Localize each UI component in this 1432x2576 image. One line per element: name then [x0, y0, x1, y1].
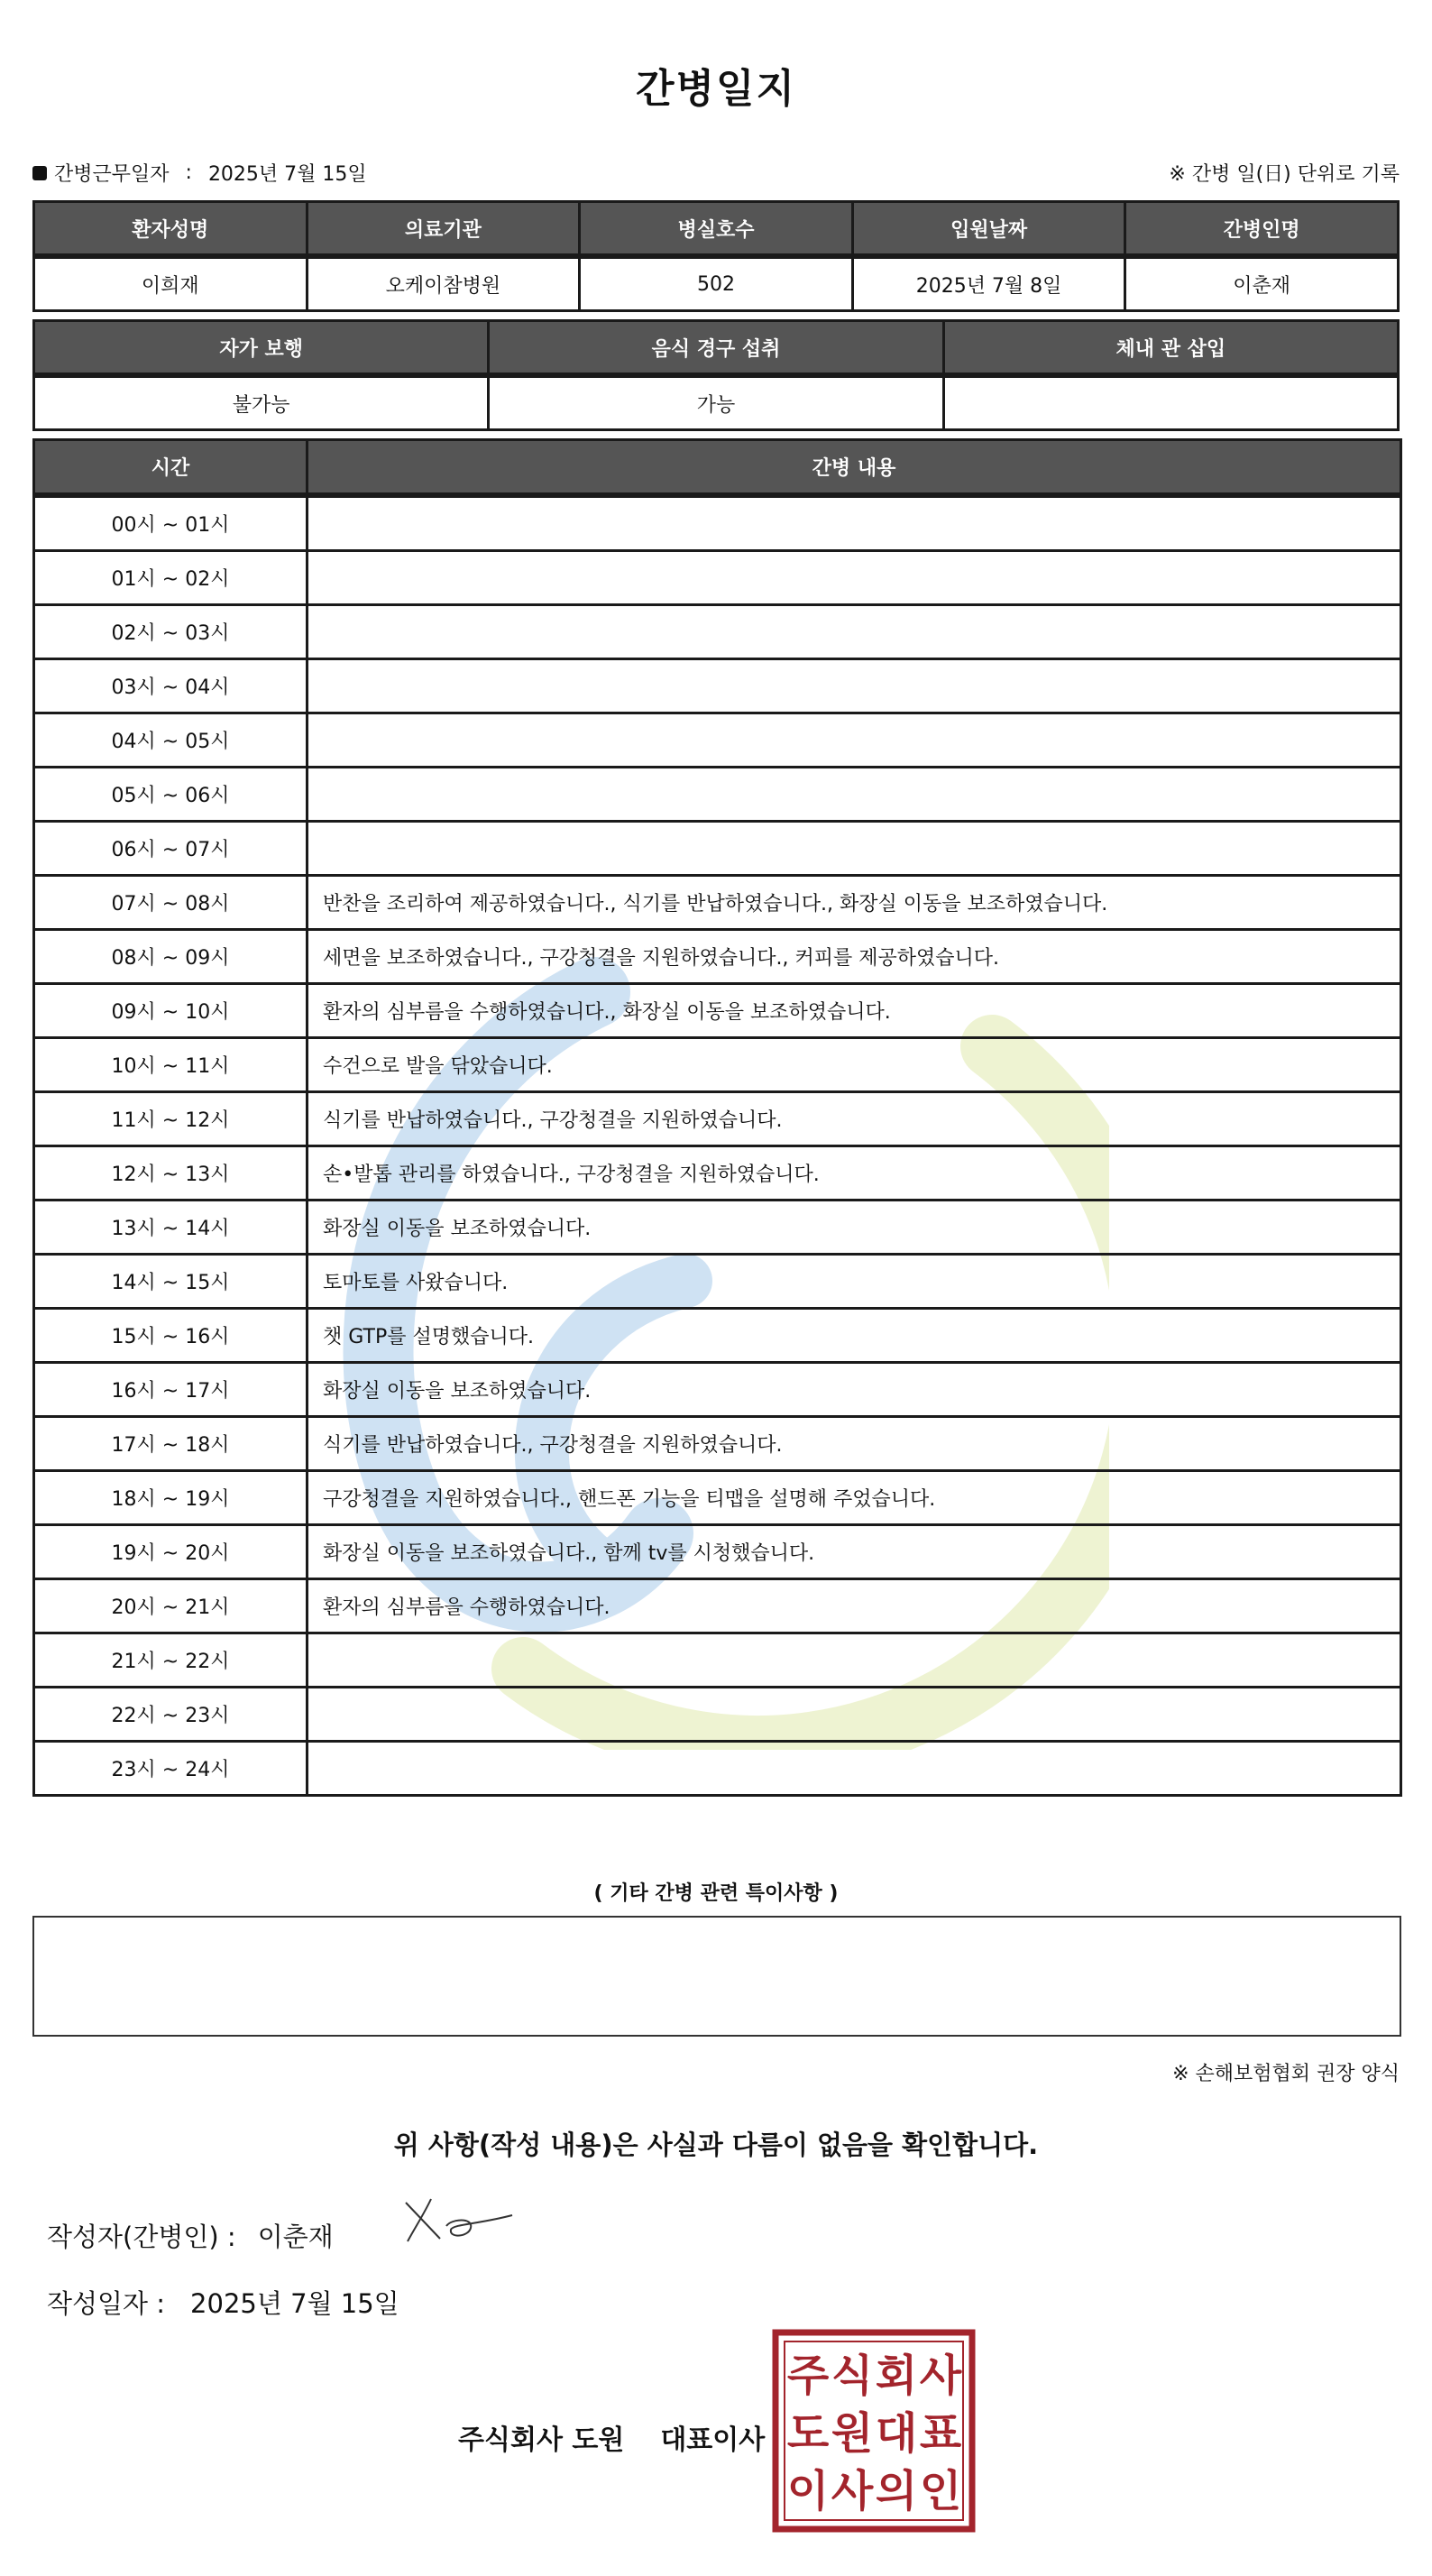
log-content: 환자의 심부름을 수행하였습니다., 화장실 이동을 보조하였습니다. [308, 984, 1401, 1038]
header-admission-date: 입원날짜 [852, 202, 1125, 257]
table-row [34, 495, 1401, 551]
recommended-form-note: ※ 손해보험협회 권장 양식 [1172, 2063, 1400, 2085]
writer-name: 이춘재 [257, 2222, 334, 2252]
log-content: 식기를 반납하였습니다., 구강청결을 지원하였습니다. [308, 1092, 1401, 1146]
work-date-row [32, 159, 1400, 191]
table-row [34, 659, 1401, 713]
log-time: 05시 ~ 06시 [34, 768, 308, 822]
seal-character: 의 [875, 2466, 918, 2516]
log-time: 04시 ~ 05시 [34, 713, 308, 768]
work-date-separator: : [185, 161, 192, 184]
written-date-value: 2025년 7월 15일 [190, 2288, 399, 2319]
log-content: 화장실 이동을 보조하였습니다. [308, 1201, 1401, 1255]
record-unit-note: ※ 간병 일(日) 단위로 기록 [1169, 163, 1400, 186]
hospital-name: 오케이참병원 [307, 256, 580, 311]
seal-character: 표 [919, 2408, 962, 2459]
log-time: 18시 ~ 19시 [34, 1471, 308, 1525]
oral-intake-value: 가능 [489, 375, 943, 430]
seal-character: 주 [786, 2351, 830, 2401]
log-content: 수건으로 발을 닦았습니다. [308, 1038, 1401, 1092]
log-content: 식기를 반납하였습니다., 구강청결을 지원하였습니다. [308, 1417, 1401, 1471]
log-content [308, 1742, 1401, 1796]
log-time: 02시 ~ 03시 [34, 605, 308, 659]
log-content [308, 713, 1401, 768]
room-number: 502 [580, 256, 853, 311]
log-time: 09시 ~ 10시 [34, 984, 308, 1038]
log-content [308, 1688, 1401, 1742]
seal-character: 사 [919, 2351, 962, 2401]
header-patient-name: 환자성명 [34, 202, 308, 257]
table-row [34, 822, 1401, 876]
header-care-content: 간병 내용 [308, 440, 1401, 496]
log-time: 15시 ~ 16시 [34, 1309, 308, 1363]
log-content: 세면을 보조하였습니다., 구강청결을 지원하였습니다., 커피를 제공하였습니다. [308, 930, 1401, 984]
table-row [34, 876, 1401, 930]
log-content: 화장실 이동을 보조하였습니다. [308, 1363, 1401, 1417]
company-signature-row [458, 2417, 765, 2457]
seal-character: 인 [919, 2466, 962, 2516]
work-date-value: 2025년 7월 15일 [207, 163, 367, 186]
header-oral-intake: 음식 경구 섭취 [489, 321, 943, 376]
writer-label: 작성자(간병인) : [47, 2222, 236, 2252]
log-content: 챗 GTP를 설명했습니다. [308, 1309, 1401, 1363]
log-time: 01시 ~ 02시 [34, 551, 308, 605]
seal-character: 대 [875, 2408, 918, 2459]
log-content [308, 605, 1401, 659]
seal-character: 도 [786, 2408, 830, 2459]
tube-insertion-value [943, 375, 1398, 430]
table-row [34, 930, 1401, 984]
log-content [308, 822, 1401, 876]
log-time: 22시 ~ 23시 [34, 1688, 308, 1742]
log-time: 03시 ~ 04시 [34, 659, 308, 713]
table-row [34, 1633, 1401, 1688]
table-row [34, 768, 1401, 822]
log-content: 반찬을 조리하여 제공하였습니다., 식기를 반납하였습니다., 화장실 이동을 보조하였습니다. [308, 876, 1401, 930]
log-content [308, 1633, 1401, 1688]
header-hospital: 의료기관 [307, 202, 580, 257]
patient-status-table [32, 319, 1400, 431]
table-row [34, 551, 1401, 605]
table-row [34, 713, 1401, 768]
table-row [34, 1255, 1401, 1309]
table-row [34, 1579, 1401, 1633]
admission-date: 2025년 7월 8일 [852, 256, 1125, 311]
table-row [34, 1146, 1401, 1201]
header-room-number: 병실호수 [580, 202, 853, 257]
seal-character: 회 [875, 2351, 918, 2401]
patient-name: 이희재 [34, 256, 308, 311]
log-time: 19시 ~ 20시 [34, 1525, 308, 1579]
hourly-care-log-table [32, 438, 1402, 1797]
handwritten-signature-icon [397, 2192, 523, 2255]
table-row [34, 1417, 1401, 1471]
patient-info-table [32, 200, 1400, 312]
table-row [34, 1363, 1401, 1417]
table-row [34, 1688, 1401, 1742]
log-content: 토마토를 사왔습니다. [308, 1255, 1401, 1309]
table-row [34, 984, 1401, 1038]
work-date-label: 간병근무일자 [54, 163, 170, 186]
seal-character: 원 [831, 2408, 874, 2459]
log-time: 12시 ~ 13시 [34, 1146, 308, 1201]
log-time: 10시 ~ 11시 [34, 1038, 308, 1092]
company-seal-icon [772, 2329, 976, 2533]
log-time: 07시 ~ 08시 [34, 876, 308, 930]
writer-row [47, 2217, 334, 2254]
log-time: 20시 ~ 21시 [34, 1579, 308, 1633]
log-time: 23시 ~ 24시 [34, 1742, 308, 1796]
written-date-label: 작성일자 : [47, 2288, 166, 2319]
special-notes-box [32, 1916, 1401, 2037]
table-row [34, 1525, 1401, 1579]
log-content [308, 768, 1401, 822]
caregiver-name: 이춘재 [1125, 256, 1399, 311]
table-row [34, 1471, 1401, 1525]
self-walking-value: 불가능 [34, 375, 489, 430]
log-content: 환자의 심부름을 수행하였습니다. [308, 1579, 1401, 1633]
written-date-row [47, 2284, 399, 2321]
log-time: 11시 ~ 12시 [34, 1092, 308, 1146]
notes-heading: ( 기타 간병 관련 특이사항 ) [593, 1882, 839, 1905]
header-caregiver-name: 간병인명 [1125, 202, 1399, 257]
seal-character: 사 [831, 2466, 874, 2516]
log-content [308, 495, 1401, 551]
header-tube-insertion: 체내 관 삽입 [943, 321, 1398, 376]
square-bullet-icon [32, 166, 47, 180]
log-time: 21시 ~ 22시 [34, 1633, 308, 1688]
document-title: 간병일지 [635, 66, 796, 112]
log-content [308, 551, 1401, 605]
log-content: 구강청결을 지원하였습니다., 핸드폰 기능을 티맵을 설명해 주었습니다. [308, 1471, 1401, 1525]
table-row [34, 605, 1401, 659]
log-time: 08시 ~ 09시 [34, 930, 308, 984]
log-time: 14시 ~ 15시 [34, 1255, 308, 1309]
table-row [34, 1092, 1401, 1146]
log-time: 17시 ~ 18시 [34, 1417, 308, 1471]
table-row [34, 1038, 1401, 1092]
seal-character: 이 [786, 2466, 830, 2516]
header-time: 시간 [34, 440, 308, 496]
header-self-walking: 자가 보행 [34, 321, 489, 376]
log-content: 화장실 이동을 보조하였습니다., 함께 tv를 시청했습니다. [308, 1525, 1401, 1579]
confirmation-statement: 위 사항(작성 내용)은 사실과 다름이 없음을 확인합니다. [393, 2130, 1039, 2160]
log-content: 손•발톱 관리를 하였습니다., 구강청결을 지원하였습니다. [308, 1146, 1401, 1201]
log-time: 00시 ~ 01시 [34, 495, 308, 551]
table-row [34, 1201, 1401, 1255]
log-time: 16시 ~ 17시 [34, 1363, 308, 1417]
ceo-title: 대표이사 [660, 2424, 766, 2456]
log-time: 06시 ~ 07시 [34, 822, 308, 876]
table-row [34, 1742, 1401, 1796]
log-time: 13시 ~ 14시 [34, 1201, 308, 1255]
log-content [308, 659, 1401, 713]
seal-character: 식 [831, 2351, 874, 2401]
company-name: 주식회사 도원 [458, 2424, 625, 2456]
table-row [34, 1309, 1401, 1363]
